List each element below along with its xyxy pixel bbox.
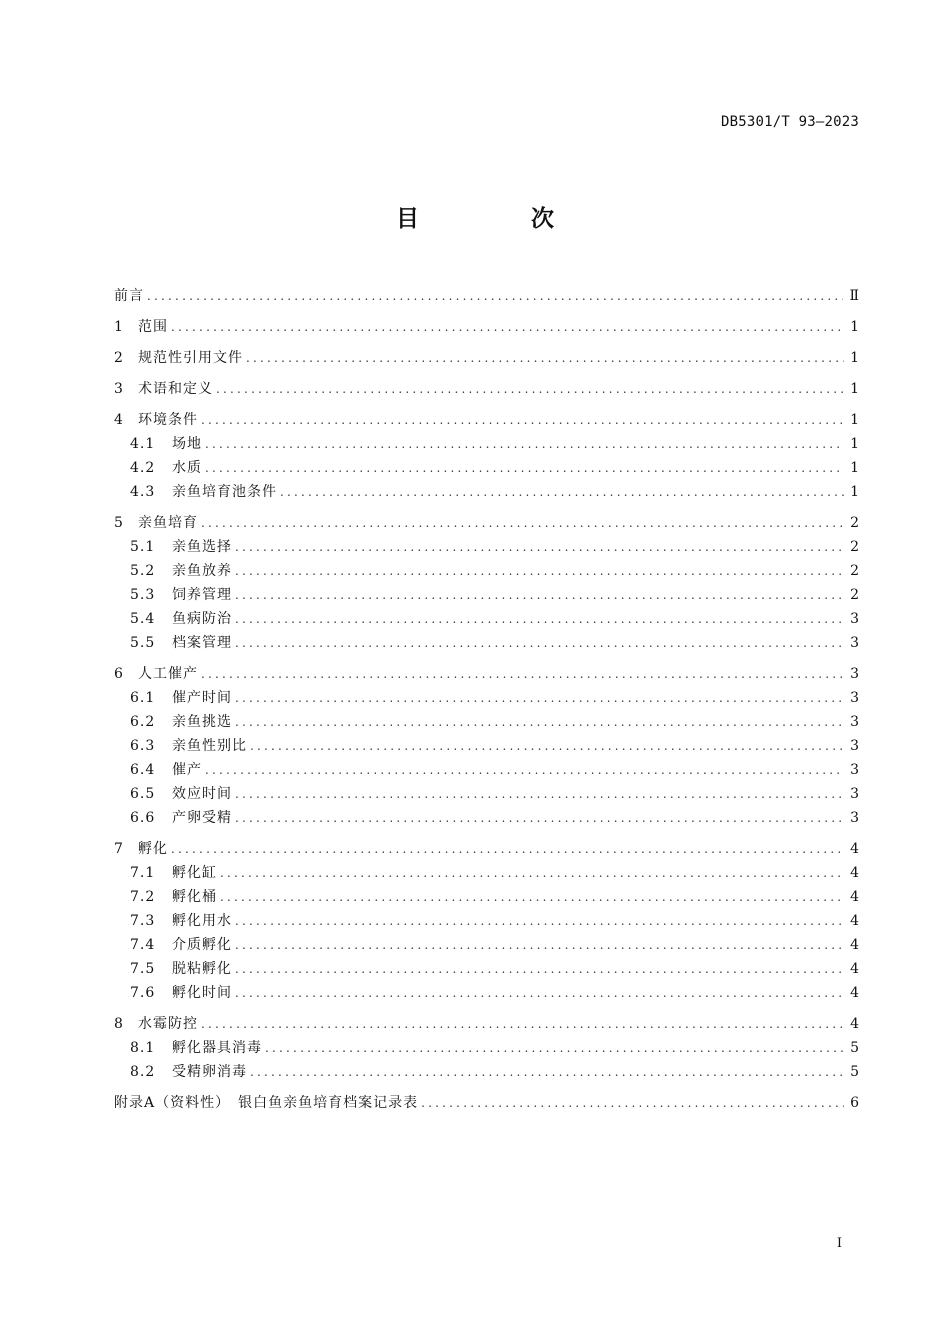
toc-leader-dots bbox=[220, 888, 844, 906]
toc-leader-dots bbox=[205, 761, 844, 779]
toc-entry[interactable] bbox=[114, 761, 859, 779]
toc-entry-number: 5.4 bbox=[130, 611, 156, 627]
toc-entry[interactable] bbox=[114, 936, 859, 954]
toc-entry-page: Ⅱ bbox=[849, 288, 859, 304]
toc-entry-number: 7.1 bbox=[130, 865, 156, 881]
toc-entry-page: 5 bbox=[850, 1064, 859, 1080]
toc-leader-dots bbox=[235, 562, 844, 580]
toc-entry-number: 7.4 bbox=[130, 937, 156, 953]
toc-leader-dots bbox=[235, 634, 844, 652]
toc-entry-number: 6.1 bbox=[130, 690, 156, 706]
toc-entry-label: 鱼病防治 bbox=[172, 611, 232, 627]
toc-leader-dots bbox=[235, 785, 844, 803]
toc-entry-page: 1 bbox=[850, 484, 859, 500]
toc-entry-page: 4 bbox=[850, 985, 859, 1001]
toc-entry[interactable] bbox=[114, 483, 859, 501]
toc-entry-page: 1 bbox=[850, 412, 859, 428]
toc-entry-page: 4 bbox=[850, 1016, 859, 1032]
toc-entry-number: 6.2 bbox=[130, 714, 156, 730]
toc-entry-page: 4 bbox=[850, 841, 859, 857]
toc-leader-dots bbox=[235, 809, 844, 827]
toc-entry-number: 6.4 bbox=[130, 762, 156, 778]
toc-entry-number: 8 bbox=[114, 1016, 123, 1032]
toc-entry-label: 效应时间 bbox=[172, 786, 232, 802]
toc-entry-label: 亲鱼性别比 bbox=[172, 738, 247, 754]
toc-entry-label: 孵化时间 bbox=[172, 985, 232, 1001]
toc-entry-page: 3 bbox=[850, 810, 859, 826]
toc-entry[interactable] bbox=[114, 538, 859, 556]
toc-entry[interactable] bbox=[114, 1039, 859, 1057]
toc-entry-label: 催产 bbox=[172, 762, 202, 778]
toc-entry-label: 规范性引用文件 bbox=[138, 350, 243, 366]
toc-leader-dots bbox=[205, 435, 844, 453]
toc-entry-number: 5.3 bbox=[130, 587, 156, 603]
toc-leader-dots bbox=[235, 538, 844, 556]
toc-entry-number: 4.1 bbox=[130, 436, 156, 452]
toc-entry-page: 6 bbox=[850, 1095, 859, 1111]
toc-entry-label: 档案管理 bbox=[172, 635, 232, 651]
toc-entry[interactable] bbox=[114, 864, 859, 882]
toc-entry-number: 5.5 bbox=[130, 635, 156, 651]
toc-entry-page: 1 bbox=[850, 381, 859, 397]
toc-entry-label: 水霉防控 bbox=[138, 1016, 198, 1032]
toc-entry[interactable] bbox=[114, 514, 859, 532]
toc-leader-dots bbox=[421, 1094, 844, 1112]
toc-entry-number: 5.1 bbox=[130, 539, 156, 555]
toc-entry-number: 5.2 bbox=[130, 563, 156, 579]
toc-leader-dots bbox=[235, 936, 844, 954]
toc-entry-page: 3 bbox=[850, 738, 859, 754]
toc-leader-dots bbox=[171, 840, 844, 858]
toc-entry[interactable] bbox=[114, 287, 859, 305]
toc-entry-page: 4 bbox=[850, 889, 859, 905]
toc-entry-page: 1 bbox=[850, 350, 859, 366]
toc-entry-page: 3 bbox=[850, 611, 859, 627]
toc-entry-label: 亲鱼培育池条件 bbox=[172, 484, 277, 500]
toc-entry-label: 催产时间 bbox=[172, 690, 232, 706]
toc-entry-label: 孵化缸 bbox=[172, 865, 217, 881]
toc-entry-page: 4 bbox=[850, 865, 859, 881]
toc-entry-label: 饲养管理 bbox=[172, 587, 232, 603]
toc-entry-label: 受精卵消毒 bbox=[172, 1064, 247, 1080]
toc-entry[interactable] bbox=[114, 1094, 859, 1112]
toc-entry-label: 孵化器具消毒 bbox=[172, 1040, 262, 1056]
toc-entry[interactable] bbox=[114, 1015, 859, 1033]
toc-entry[interactable] bbox=[114, 1063, 859, 1081]
toc-entry-page: 4 bbox=[850, 913, 859, 929]
toc-entry-label: 人工催产 bbox=[138, 666, 198, 682]
toc-title: 目 次 bbox=[395, 206, 606, 232]
toc-entry-page: 4 bbox=[850, 937, 859, 953]
toc-leader-dots bbox=[205, 459, 844, 477]
toc-entry-number: 6.5 bbox=[130, 786, 156, 802]
toc-entry[interactable] bbox=[114, 960, 859, 978]
toc-entry-label: 前言 bbox=[114, 288, 144, 304]
toc-entry-number: 4.2 bbox=[130, 460, 156, 476]
toc-entry[interactable] bbox=[114, 713, 859, 731]
toc-entry[interactable] bbox=[114, 888, 859, 906]
toc-entry[interactable] bbox=[114, 689, 859, 707]
toc-leader-dots bbox=[250, 1063, 844, 1081]
toc-leader-dots bbox=[235, 610, 844, 628]
toc-leader-dots bbox=[235, 713, 844, 731]
toc-entry-label: 介质孵化 bbox=[172, 937, 232, 953]
toc-entry-page: 3 bbox=[850, 786, 859, 802]
toc-entry[interactable] bbox=[114, 912, 859, 930]
toc-entry-label: 孵化 bbox=[138, 841, 168, 857]
table-of-contents bbox=[114, 287, 859, 1112]
toc-entry-label: 范围 bbox=[138, 319, 168, 335]
toc-entry-label: 孵化桶 bbox=[172, 889, 217, 905]
toc-entry-number: 2 bbox=[114, 350, 123, 366]
toc-entry-page: 2 bbox=[850, 539, 859, 555]
toc-entry-page: 1 bbox=[850, 460, 859, 476]
toc-leader-dots bbox=[171, 318, 844, 336]
toc-entry-page: 1 bbox=[850, 436, 859, 452]
toc-leader-dots bbox=[235, 586, 844, 604]
toc-entry-number: 4.3 bbox=[130, 484, 156, 500]
toc-entry-number: 7.2 bbox=[130, 889, 156, 905]
toc-entry[interactable] bbox=[114, 785, 859, 803]
toc-entry-number: 3 bbox=[114, 381, 123, 397]
toc-entry-number: 6 bbox=[114, 666, 123, 682]
toc-entry-label: 亲鱼选择 bbox=[172, 539, 232, 555]
toc-entry[interactable] bbox=[114, 318, 859, 336]
toc-entry-number: 7 bbox=[114, 841, 123, 857]
toc-entry-label: 孵化用水 bbox=[172, 913, 232, 929]
toc-entry-label: 产卵受精 bbox=[172, 810, 232, 826]
toc-entry-page: 3 bbox=[850, 635, 859, 651]
toc-entry-label: 水质 bbox=[172, 460, 202, 476]
toc-entry-label: 亲鱼挑选 bbox=[172, 714, 232, 730]
toc-entry-number: 7.3 bbox=[130, 913, 156, 929]
toc-leader-dots bbox=[235, 984, 844, 1002]
toc-entry-label: 亲鱼培育 bbox=[138, 515, 198, 531]
toc-entry[interactable] bbox=[114, 435, 859, 453]
toc-leader-dots bbox=[147, 287, 843, 305]
document-code: DB5301/T 93—2023 bbox=[720, 114, 859, 130]
toc-entry[interactable] bbox=[114, 809, 859, 827]
toc-leader-dots bbox=[201, 1015, 844, 1033]
toc-entry-number: 8.1 bbox=[130, 1040, 156, 1056]
toc-entry-number: 7.5 bbox=[130, 961, 156, 977]
toc-entry-number: 4 bbox=[114, 412, 123, 428]
toc-entry[interactable] bbox=[114, 380, 859, 398]
toc-entry-number: 6.6 bbox=[130, 810, 156, 826]
toc-entry-page: 2 bbox=[850, 563, 859, 579]
page-number: I bbox=[836, 1236, 842, 1251]
toc-leader-dots bbox=[235, 960, 844, 978]
toc-leader-dots bbox=[235, 689, 844, 707]
toc-leader-dots bbox=[216, 380, 844, 398]
toc-entry-label: 附录A（资料性） 银白鱼亲鱼培育档案记录表 bbox=[114, 1095, 419, 1111]
toc-leader-dots bbox=[220, 864, 844, 882]
toc-leader-dots bbox=[250, 737, 844, 755]
toc-entry-page: 2 bbox=[850, 587, 859, 603]
toc-entry[interactable] bbox=[114, 840, 859, 858]
toc-entry-label: 亲鱼放养 bbox=[172, 563, 232, 579]
toc-entry[interactable] bbox=[114, 411, 859, 429]
toc-leader-dots bbox=[246, 349, 844, 367]
toc-entry-page: 3 bbox=[850, 714, 859, 730]
toc-entry[interactable] bbox=[114, 459, 859, 477]
toc-entry-page: 1 bbox=[850, 319, 859, 335]
toc-entry-number: 6.3 bbox=[130, 738, 156, 754]
toc-leader-dots bbox=[201, 665, 844, 683]
toc-entry-page: 3 bbox=[850, 666, 859, 682]
toc-leader-dots bbox=[280, 483, 844, 501]
toc-entry-number: 1 bbox=[114, 319, 123, 335]
toc-entry-number: 7.6 bbox=[130, 985, 156, 1001]
toc-leader-dots bbox=[201, 411, 844, 429]
toc-entry-page: 4 bbox=[850, 961, 859, 977]
toc-entry-label: 脱粘孵化 bbox=[172, 961, 232, 977]
toc-entry-number: 8.2 bbox=[130, 1064, 156, 1080]
toc-entry-number: 5 bbox=[114, 515, 123, 531]
toc-entry-label: 场地 bbox=[172, 436, 202, 452]
toc-leader-dots bbox=[265, 1039, 844, 1057]
toc-entry[interactable] bbox=[114, 562, 859, 580]
toc-entry[interactable] bbox=[114, 665, 859, 683]
toc-entry-label: 术语和定义 bbox=[138, 381, 213, 397]
toc-entry[interactable] bbox=[114, 610, 859, 628]
toc-entry-page: 3 bbox=[850, 690, 859, 706]
toc-leader-dots bbox=[235, 912, 844, 930]
toc-entry-page: 3 bbox=[850, 762, 859, 778]
toc-entry[interactable] bbox=[114, 984, 859, 1002]
toc-leader-dots bbox=[201, 514, 844, 532]
toc-entry[interactable] bbox=[114, 349, 859, 367]
toc-entry-page: 5 bbox=[850, 1040, 859, 1056]
toc-entry[interactable] bbox=[114, 737, 859, 755]
toc-entry-label: 环境条件 bbox=[138, 412, 198, 428]
toc-entry[interactable] bbox=[114, 586, 859, 604]
toc-entry[interactable] bbox=[114, 634, 859, 652]
toc-entry-page: 2 bbox=[850, 515, 859, 531]
